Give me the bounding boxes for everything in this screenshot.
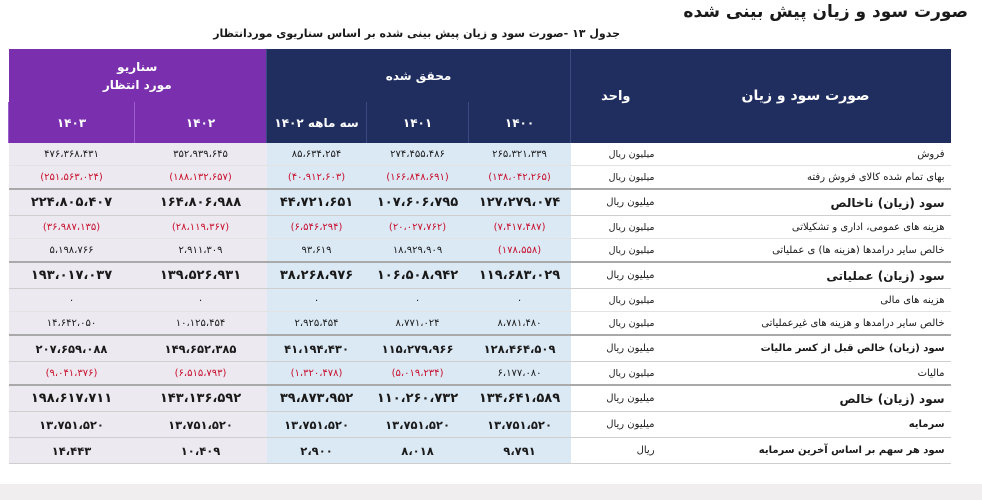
value-cell: ۱۶۴،۸۰۶،۹۸۸ xyxy=(135,189,267,216)
table-row xyxy=(9,239,951,263)
value-cell: (۱۶۶،۸۴۸،۶۹۱) xyxy=(367,166,469,190)
row-label: مالیات xyxy=(661,362,951,386)
value-cell: ۱۸،۹۲۹،۹۰۹ xyxy=(367,239,469,263)
row-unit: میلیون ریال xyxy=(571,166,661,190)
value-cell: ۱۴،۴۴۳ xyxy=(9,438,135,464)
value-cell: ۰ xyxy=(9,289,135,312)
value-cell: ۸،۷۷۱،۰۲۴ xyxy=(367,312,469,336)
row-label: فروش xyxy=(661,143,951,166)
value-cell: ۱۱۵،۲۷۹،۹۶۶ xyxy=(367,335,469,362)
table-row xyxy=(9,362,951,386)
bottom-strip xyxy=(0,484,982,500)
value-cell: ۱۴۹،۶۵۲،۳۸۵ xyxy=(135,335,267,362)
value-cell: ۰ xyxy=(367,289,469,312)
value-cell: ۴۴،۷۲۱،۶۵۱ xyxy=(267,189,367,216)
value-cell: ۱۳،۷۵۱،۵۲۰ xyxy=(367,412,469,438)
row-unit: میلیون ریال xyxy=(571,239,661,263)
value-cell: ۲۷۴،۴۵۵،۴۸۶ xyxy=(367,143,469,166)
value-cell: ۱۰۶،۵۰۸،۹۴۲ xyxy=(367,262,469,289)
row-unit: میلیون ریال xyxy=(571,262,661,289)
page-title: صورت سود و زیان پیش بینی شده xyxy=(683,2,968,22)
table-row xyxy=(9,412,951,438)
row-label: سود (زیان) خالص xyxy=(661,385,951,412)
table-caption: جدول ۱۳ -صورت سود و زیان پیش بینی شده بر اساس سناریوی موردانتظار xyxy=(213,27,620,40)
row-unit: میلیون ریال xyxy=(571,312,661,336)
table-row xyxy=(9,143,951,166)
value-cell: (۵،۰۱۹،۲۳۴) xyxy=(367,362,469,386)
value-cell: ۱۹۳،۰۱۷،۰۳۷ xyxy=(9,262,135,289)
table-row xyxy=(9,438,951,464)
row-label: سرمایه xyxy=(661,412,951,438)
value-cell: ۱۳۴،۶۴۱،۵۸۹ xyxy=(469,385,571,412)
value-cell: ۴۱،۱۹۴،۴۳۰ xyxy=(267,335,367,362)
value-cell: ۰ xyxy=(469,289,571,312)
value-cell: ۲،۹۱۱،۳۰۹ xyxy=(135,239,267,263)
table-row xyxy=(9,262,951,289)
row-label: هزینه های مالی xyxy=(661,289,951,312)
row-label: سود (زیان) خالص قبل از کسر مالیات xyxy=(661,335,951,362)
value-cell: ۸،۰۱۸ xyxy=(367,438,469,464)
table-row xyxy=(9,335,951,362)
value-cell: ۱۹۸،۶۱۷،۷۱۱ xyxy=(9,385,135,412)
value-cell: ۸،۷۸۱،۴۸۰ xyxy=(469,312,571,336)
value-cell: (۱۸۸،۱۳۲،۶۵۷) xyxy=(135,166,267,190)
row-label: هزینه های عمومی، اداری و تشکیلاتی xyxy=(661,216,951,239)
value-cell: ۰ xyxy=(267,289,367,312)
value-cell: (۱۳۸،۰۴۲،۲۶۵) xyxy=(469,166,571,190)
row-unit: میلیون ریال xyxy=(571,143,661,166)
header-year-q1-1402: سه ماهه ۱۴۰۲ xyxy=(267,102,367,143)
value-cell: ۰ xyxy=(135,289,267,312)
value-cell: ۲،۹۰۰ xyxy=(267,438,367,464)
header-scenario-line1: سناریو xyxy=(117,59,158,74)
value-cell: ۱۲۷،۲۷۹،۰۷۴ xyxy=(469,189,571,216)
income-statement-table xyxy=(8,49,951,464)
value-cell: (۱۷۸،۵۵۸) xyxy=(469,239,571,263)
value-cell: ۹۳،۶۱۹ xyxy=(267,239,367,263)
table-row xyxy=(9,385,951,412)
row-unit: میلیون ریال xyxy=(571,335,661,362)
value-cell: ۱۰۷،۶۰۶،۷۹۵ xyxy=(367,189,469,216)
value-cell: ۲۰۷،۶۵۹،۰۸۸ xyxy=(9,335,135,362)
value-cell: (۲۵۱،۵۶۳،۰۲۴) xyxy=(9,166,135,190)
row-label: خالص سایر درامدها (هزینه ها) ی عملیاتی xyxy=(661,239,951,263)
value-cell: ۲،۹۲۵،۴۵۴ xyxy=(267,312,367,336)
header-scenario-line2: مورد انتظار xyxy=(102,77,172,92)
value-cell: ۱۳،۷۵۱،۵۲۰ xyxy=(267,412,367,438)
value-cell: ۳۸،۲۶۸،۹۷۶ xyxy=(267,262,367,289)
value-cell: ۳۹،۸۷۳،۹۵۲ xyxy=(267,385,367,412)
header-scenario xyxy=(9,49,267,102)
row-unit: میلیون ریال xyxy=(571,216,661,239)
value-cell: (۱،۳۲۰،۴۷۸) xyxy=(267,362,367,386)
row-unit: میلیون ریال xyxy=(571,362,661,386)
value-cell: ۲۲۴،۸۰۵،۴۰۷ xyxy=(9,189,135,216)
header-year-1403: ۱۴۰۳ xyxy=(9,102,135,143)
value-cell: (۷،۴۱۷،۴۸۷) xyxy=(469,216,571,239)
value-cell: ۶،۱۷۷،۰۸۰ xyxy=(469,362,571,386)
value-cell: (۲۰،۰۲۷،۷۶۲) xyxy=(367,216,469,239)
value-cell: ۹،۷۹۱ xyxy=(469,438,571,464)
table-row xyxy=(9,289,951,312)
value-cell: ۱۴۳،۱۳۶،۵۹۲ xyxy=(135,385,267,412)
value-cell: ۱۱۰،۲۶۰،۷۳۲ xyxy=(367,385,469,412)
value-cell: (۶،۵۱۵،۷۹۳) xyxy=(135,362,267,386)
value-cell: ۴۷۶،۳۶۸،۴۳۱ xyxy=(9,143,135,166)
header-year-1402: ۱۴۰۲ xyxy=(135,102,267,143)
value-cell: ۱۰،۴۰۹ xyxy=(135,438,267,464)
header-year-1400: ۱۴۰۰ xyxy=(469,102,571,143)
value-cell: ۱۳۹،۵۲۶،۹۳۱ xyxy=(135,262,267,289)
table-row xyxy=(9,312,951,336)
row-unit: میلیون ریال xyxy=(571,385,661,412)
value-cell: ۸۵،۶۳۴،۲۵۴ xyxy=(267,143,367,166)
row-unit: میلیون ریال xyxy=(571,289,661,312)
value-cell: (۲۸،۱۱۹،۳۶۷) xyxy=(135,216,267,239)
value-cell: (۶،۵۴۶،۲۹۴) xyxy=(267,216,367,239)
value-cell: ۱۳،۷۵۱،۵۲۰ xyxy=(9,412,135,438)
row-unit: میلیون ریال xyxy=(571,189,661,216)
row-unit: میلیون ریال xyxy=(571,412,661,438)
value-cell: ۱۰،۱۲۵،۴۵۴ xyxy=(135,312,267,336)
row-label: سود (زیان) عملیاتی xyxy=(661,262,951,289)
header-unit: واحد xyxy=(571,49,661,143)
row-label: بهای تمام شده کالای فروش رفته xyxy=(661,166,951,190)
table-row xyxy=(9,216,951,239)
header-actual: محقق شده xyxy=(267,49,571,102)
table-row xyxy=(9,189,951,216)
row-label: سود (زیان) ناخالص xyxy=(661,189,951,216)
value-cell: ۱۳،۷۵۱،۵۲۰ xyxy=(469,412,571,438)
value-cell: ۵،۱۹۸،۷۶۶ xyxy=(9,239,135,263)
value-cell: (۹،۰۴۱،۳۷۶) xyxy=(9,362,135,386)
value-cell: ۱۳،۷۵۱،۵۲۰ xyxy=(135,412,267,438)
row-unit: ریال xyxy=(571,438,661,464)
table-body xyxy=(9,143,951,464)
value-cell: ۱۱۹،۶۸۳،۰۲۹ xyxy=(469,262,571,289)
row-label: خالص سایر درامدها و هزینه های غیرعملیاتی xyxy=(661,312,951,336)
row-label: سود هر سهم بر اساس آخرین سرمایه xyxy=(661,438,951,464)
header-year-1401: ۱۴۰۱ xyxy=(367,102,469,143)
value-cell: ۲۶۵،۳۲۱،۳۳۹ xyxy=(469,143,571,166)
value-cell: ۱۴،۶۴۲،۰۵۰ xyxy=(9,312,135,336)
value-cell: (۳۶،۹۸۷،۱۳۵) xyxy=(9,216,135,239)
value-cell: (۴۰،۹۱۲،۶۰۳) xyxy=(267,166,367,190)
value-cell: ۳۵۲،۹۳۹،۶۴۵ xyxy=(135,143,267,166)
table-row xyxy=(9,166,951,190)
header-statement: صورت سود و زیان xyxy=(661,49,951,143)
value-cell: ۱۲۸،۴۶۴،۵۰۹ xyxy=(469,335,571,362)
